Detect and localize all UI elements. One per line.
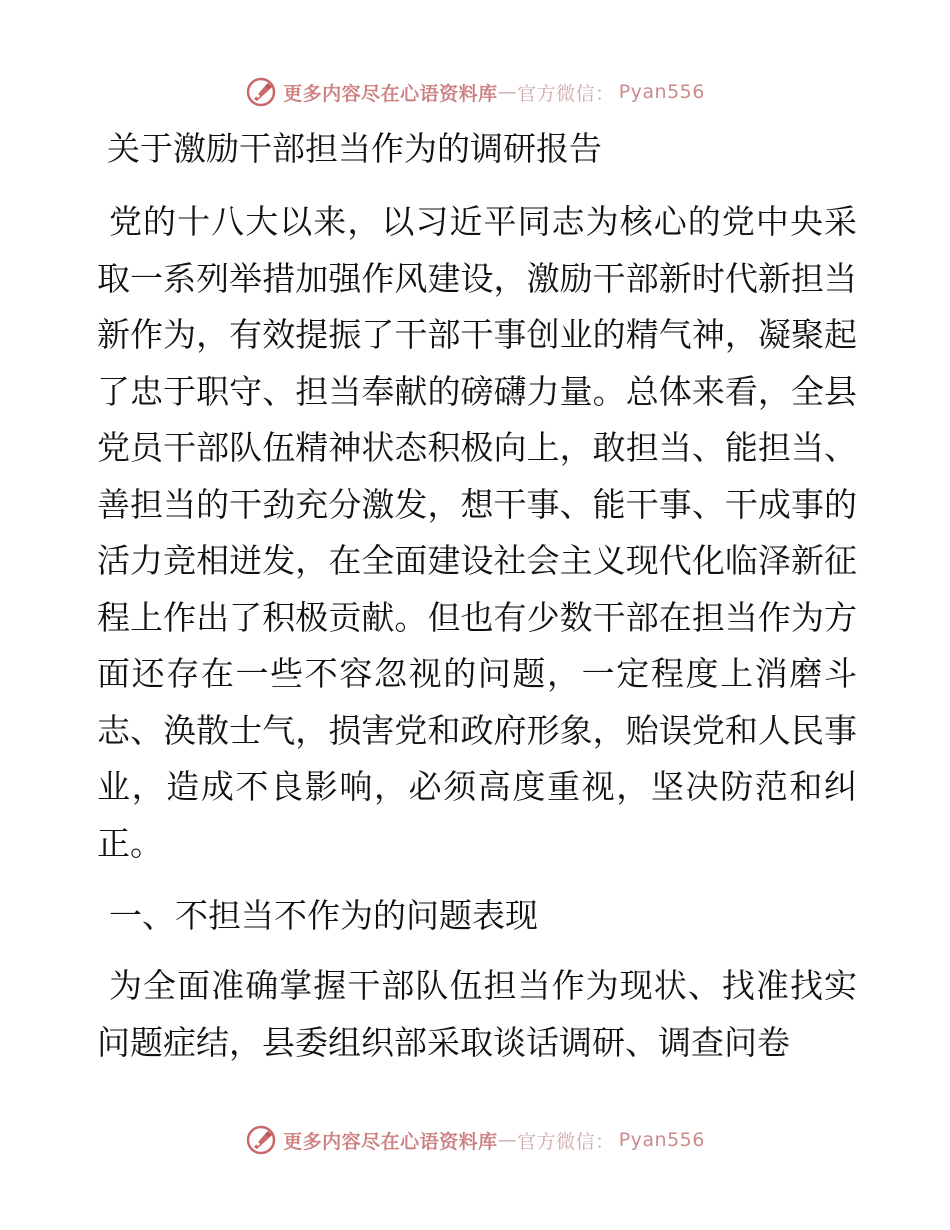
intro-paragraph: 党的十八大以来，以习近平同志为核心的党中央采取一系列举措加强作风建设，激励干部新时代新担当新作为，有效提振了干部干事创业的精气神，凝聚起了忠于职守、担当奉献的磅礴力量。总体来看，全县党员干部队伍精神状态积极向上，敢担当、能担当、善担当的干劲充分激发，想干事、能干事、干成事的活力竞相迸发，在全面建设社会主义现代化临泽新征程上作出了积极贡献。但也有少数干部在担当作为方面还存在一些不容忽视的问题，一定程度上消磨斗志、涣散士气，损害党和政府形象，贻误党和人民事业，造成不良影响，必须高度重视，坚决防范和纠正。: [97, 202, 857, 863]
document-body: [97, 124, 857, 1071]
watermark-wechat-id: Pyan556: [618, 1129, 705, 1151]
watermark-sub-text: 官方微信：: [517, 82, 615, 105]
footer-watermark: [0, 1120, 950, 1160]
watermark-separator: —: [497, 81, 518, 103]
section-paragraph: 为全面准确掌握干部队伍担当作为现状、找准找实问题症结，县委组织部采取谈话调研、调查问卷: [97, 966, 857, 1062]
watermark-sub-text: 官方微信：: [517, 1130, 615, 1153]
watermark-separator: —: [497, 1129, 518, 1151]
watermark-wechat-id: Pyan556: [618, 81, 705, 103]
pen-nib-icon: [245, 76, 277, 108]
section-heading: 一、不担当不作为的问题表现: [109, 896, 538, 935]
watermark-main-text: 更多内容尽在心语资料库: [283, 82, 498, 105]
header-watermark: [0, 72, 950, 112]
document-title: 关于激励干部担当作为的调研报告: [107, 129, 602, 168]
watermark-main-text: 更多内容尽在心语资料库: [283, 1130, 498, 1153]
pen-nib-icon: [245, 1124, 277, 1156]
